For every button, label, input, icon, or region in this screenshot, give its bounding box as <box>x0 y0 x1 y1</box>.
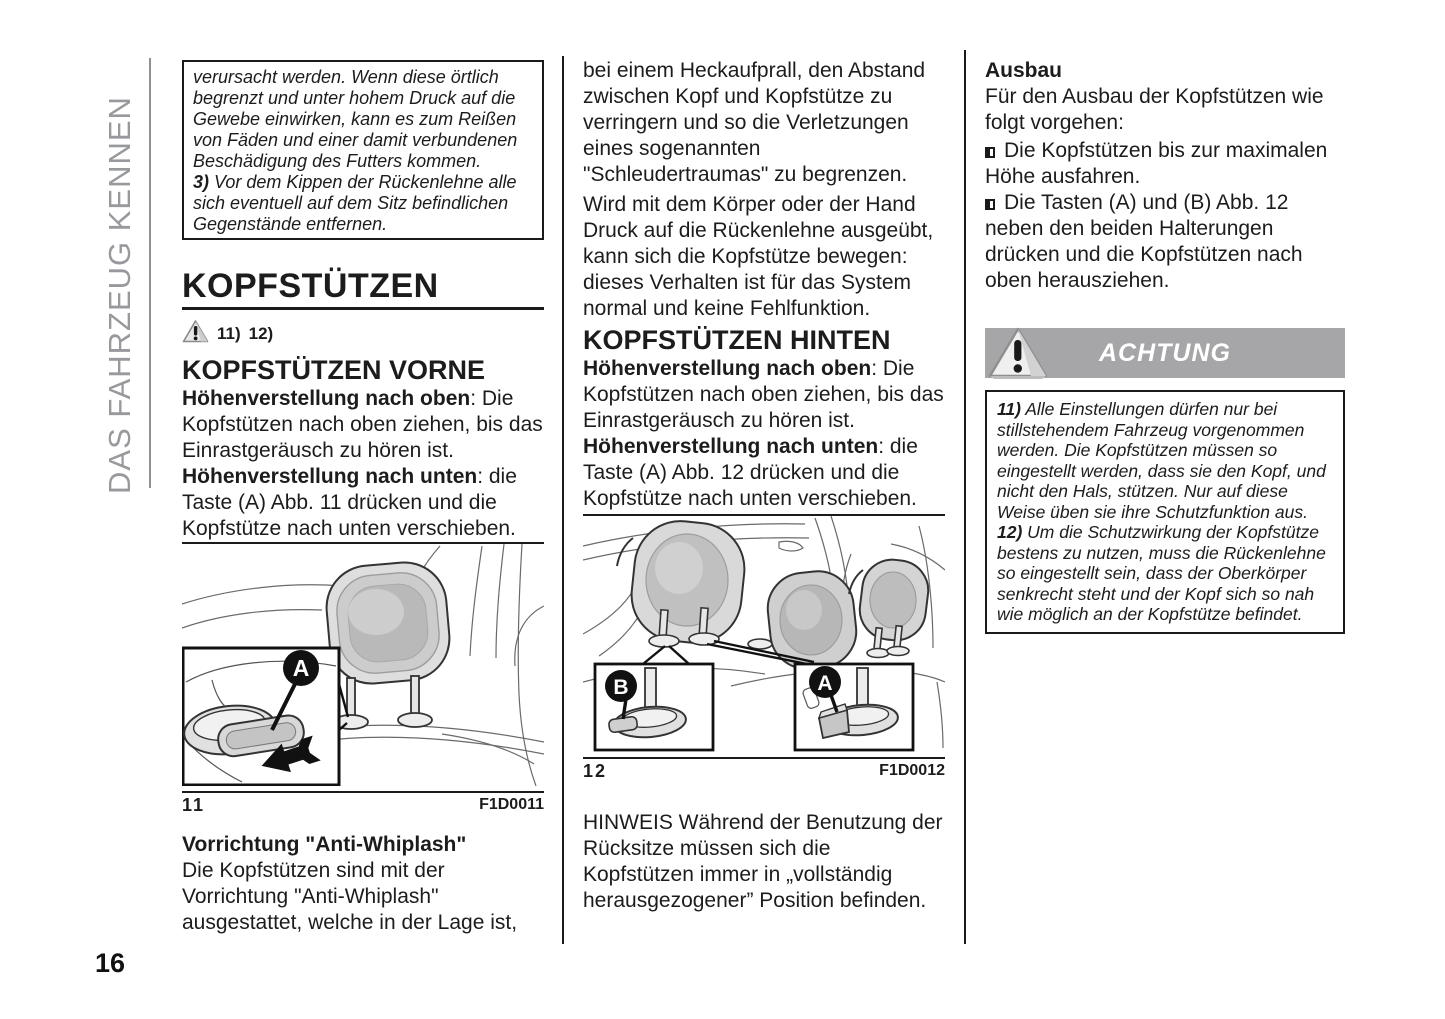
para-hinten-oben-rest: : Die Kopfstützen nach oben ziehen, bis das Einrastgeräusch zu hören ist. <box>583 357 944 432</box>
figure-11-bottom-rule <box>182 791 544 793</box>
note-box-paragraph-2 <box>193 172 533 235</box>
note-ref-3-text: Vor dem Kippen der Rückenlehne alle sich eventuell auf dem Sitz befindlichen Gegenstände entfernen. <box>193 172 517 234</box>
column-2 <box>583 58 945 914</box>
warning-note-12 <box>997 522 1333 625</box>
para-anti-whiplash: Die Kopfstützen sind mit der Vorrichtung "Anti-Whiplash" ausgestattet, welche in der Lage ist, <box>182 859 518 934</box>
heading-anti-whiplash: Vorrichtung "Anti-Whiplash" <box>182 833 467 856</box>
figure-11-captions <box>182 794 544 816</box>
figure-12-number: 12 <box>583 760 608 781</box>
warning-triangle-icon <box>182 319 209 349</box>
heading-kopfstuetzen-hinten: KOPFSTÜTZEN HINTEN <box>583 325 891 355</box>
warning-note-11 <box>997 399 1333 522</box>
bullet-item-2-text: Die Tasten (A) und (B) Abb. 12 neben den beiden Halterungen drücken und die Kopfstützen nach oben herausziehen. <box>985 191 1303 292</box>
figure-12-bottom-rule <box>583 757 945 759</box>
page-number: 16 <box>95 948 126 978</box>
para-vorne-oben-lead: Höhenverstellung nach oben <box>182 387 471 410</box>
heading-ausbau: Ausbau <box>985 59 1063 82</box>
para-hinten-unten-lead: Höhenverstellung nach unten <box>583 435 879 458</box>
para-vorne-unten <box>182 464 544 542</box>
achtung-banner <box>985 328 1345 378</box>
para-vorne-oben <box>182 386 544 464</box>
column-1 <box>182 58 544 936</box>
column-3 <box>985 58 1345 634</box>
para-hinweis: HINWEIS Während der Benutzung der Rücksitze müssen sich die Kopfstützen immer in „vollständig herausgezogener” Position befinden. <box>583 811 943 912</box>
square-bullet-icon <box>985 147 995 158</box>
section-title-kopfstuetzen: KOPFSTÜTZEN <box>182 267 439 305</box>
warning-note-11-text: Alle Einstellungen dürfen nur bei stillstehendem Fahrzeug vorgenommen werden. Die Kopfstützen müssen so eingestellt werden, dass sie den Kopf, und nicht den Hals, stützen. Nur auf diese Weise üben sie ihre Schutzfunktion aus. <box>997 399 1326 522</box>
note-box <box>182 60 544 240</box>
figure-11-illustration <box>182 544 544 786</box>
bullet-item-2 <box>985 190 1345 294</box>
figure-12-label-a: A <box>817 672 833 695</box>
figure-11-code: F1D0011 <box>479 796 544 813</box>
figure-12-label-b: B <box>613 676 629 699</box>
achtung-label: ACHTUNG <box>1099 338 1231 367</box>
note-ref-3: 3) <box>193 172 210 192</box>
column-divider-2 <box>964 50 966 944</box>
para-hinten-oben-lead: Höhenverstellung nach oben <box>583 357 872 380</box>
bullet-item-1-text: Die Kopfstützen bis zur maximalen Höhe ausfahren. <box>985 139 1328 188</box>
heading-kopfstuetzen-vorne: KOPFSTÜTZEN VORNE <box>182 355 486 385</box>
section-title-rule <box>182 307 544 310</box>
para-heckaufprall: bei einem Heckaufprall, den Abstand zwischen Kopf und Kopfstütze zu verringern und so die Verletzungen eines sogenannten "Schleudertraumas" zu begrenzen. <box>583 59 926 186</box>
warning-note-12-ref: 12) <box>997 522 1023 542</box>
figure-11-number: 11 <box>182 794 206 815</box>
para-vorne-unten-rest: : die Taste (A) Abb. 11 drücken und die Kopfstütze nach unten verschieben. <box>182 465 517 540</box>
sidebar-chapter-label: DAS FAHRZEUG KENNEN <box>102 96 137 494</box>
warning-triangle-icon <box>988 326 1048 385</box>
ref-note-11: 11) <box>217 324 241 343</box>
para-vorne-unten-lead: Höhenverstellung nach unten <box>182 465 478 488</box>
warning-note-11-ref: 11) <box>997 399 1021 419</box>
figure-12-code: F1D0012 <box>879 762 945 779</box>
figure-11-label-a: A <box>292 655 310 681</box>
warning-refs-row <box>182 320 544 348</box>
sidebar-rule <box>149 58 151 488</box>
bullet-item-1 <box>985 138 1345 190</box>
para-vorne-oben-rest: : Die Kopfstützen nach oben ziehen, bis das Einrastgeräusch zu hören ist. <box>182 387 543 462</box>
warning-notes-box <box>985 390 1345 634</box>
square-bullet-icon <box>985 199 995 210</box>
ref-note-12: 12) <box>248 324 274 343</box>
para-hinten-oben <box>583 356 945 434</box>
figure-11 <box>182 542 544 816</box>
para-ausbau-intro: Für den Ausbau der Kopfstützen wie folgt vorgehen: <box>985 85 1324 134</box>
column-divider-1 <box>562 56 564 944</box>
figure-12-captions <box>583 760 945 782</box>
para-druck-rueckenlehne: Wird mit dem Körper oder der Hand Druck auf die Rückenlehne ausgeübt, kann sich die Kopfstütze bewegen: dieses Verhalten ist für das System normal und keine Fehlfunktion. <box>583 193 934 320</box>
figure-12-illustration <box>583 516 945 752</box>
para-hinten-unten <box>583 434 945 512</box>
note-box-paragraph-1: verursacht werden. Wenn diese örtlich begrenzt und unter hohem Druck auf die Gewebe einwirken, kann es zum Reißen von Fäden und einer damit verbundenen Beschädigung des Futters kommen. <box>193 67 518 171</box>
para-hinten-unten-rest: : die Taste (A) Abb. 12 drücken und die Kopfstütze nach unten verschieben. <box>583 435 918 510</box>
figure-12 <box>583 514 945 782</box>
warning-note-12-text: Um die Schutzwirkung der Kopfstütze bestens zu nutzen, muss die Rückenlehne so eingestellt sein, dass der Oberkörper senkrecht steht und der Kopf sich so nah wie möglich an der Kopfstütze befindet. <box>997 522 1326 624</box>
